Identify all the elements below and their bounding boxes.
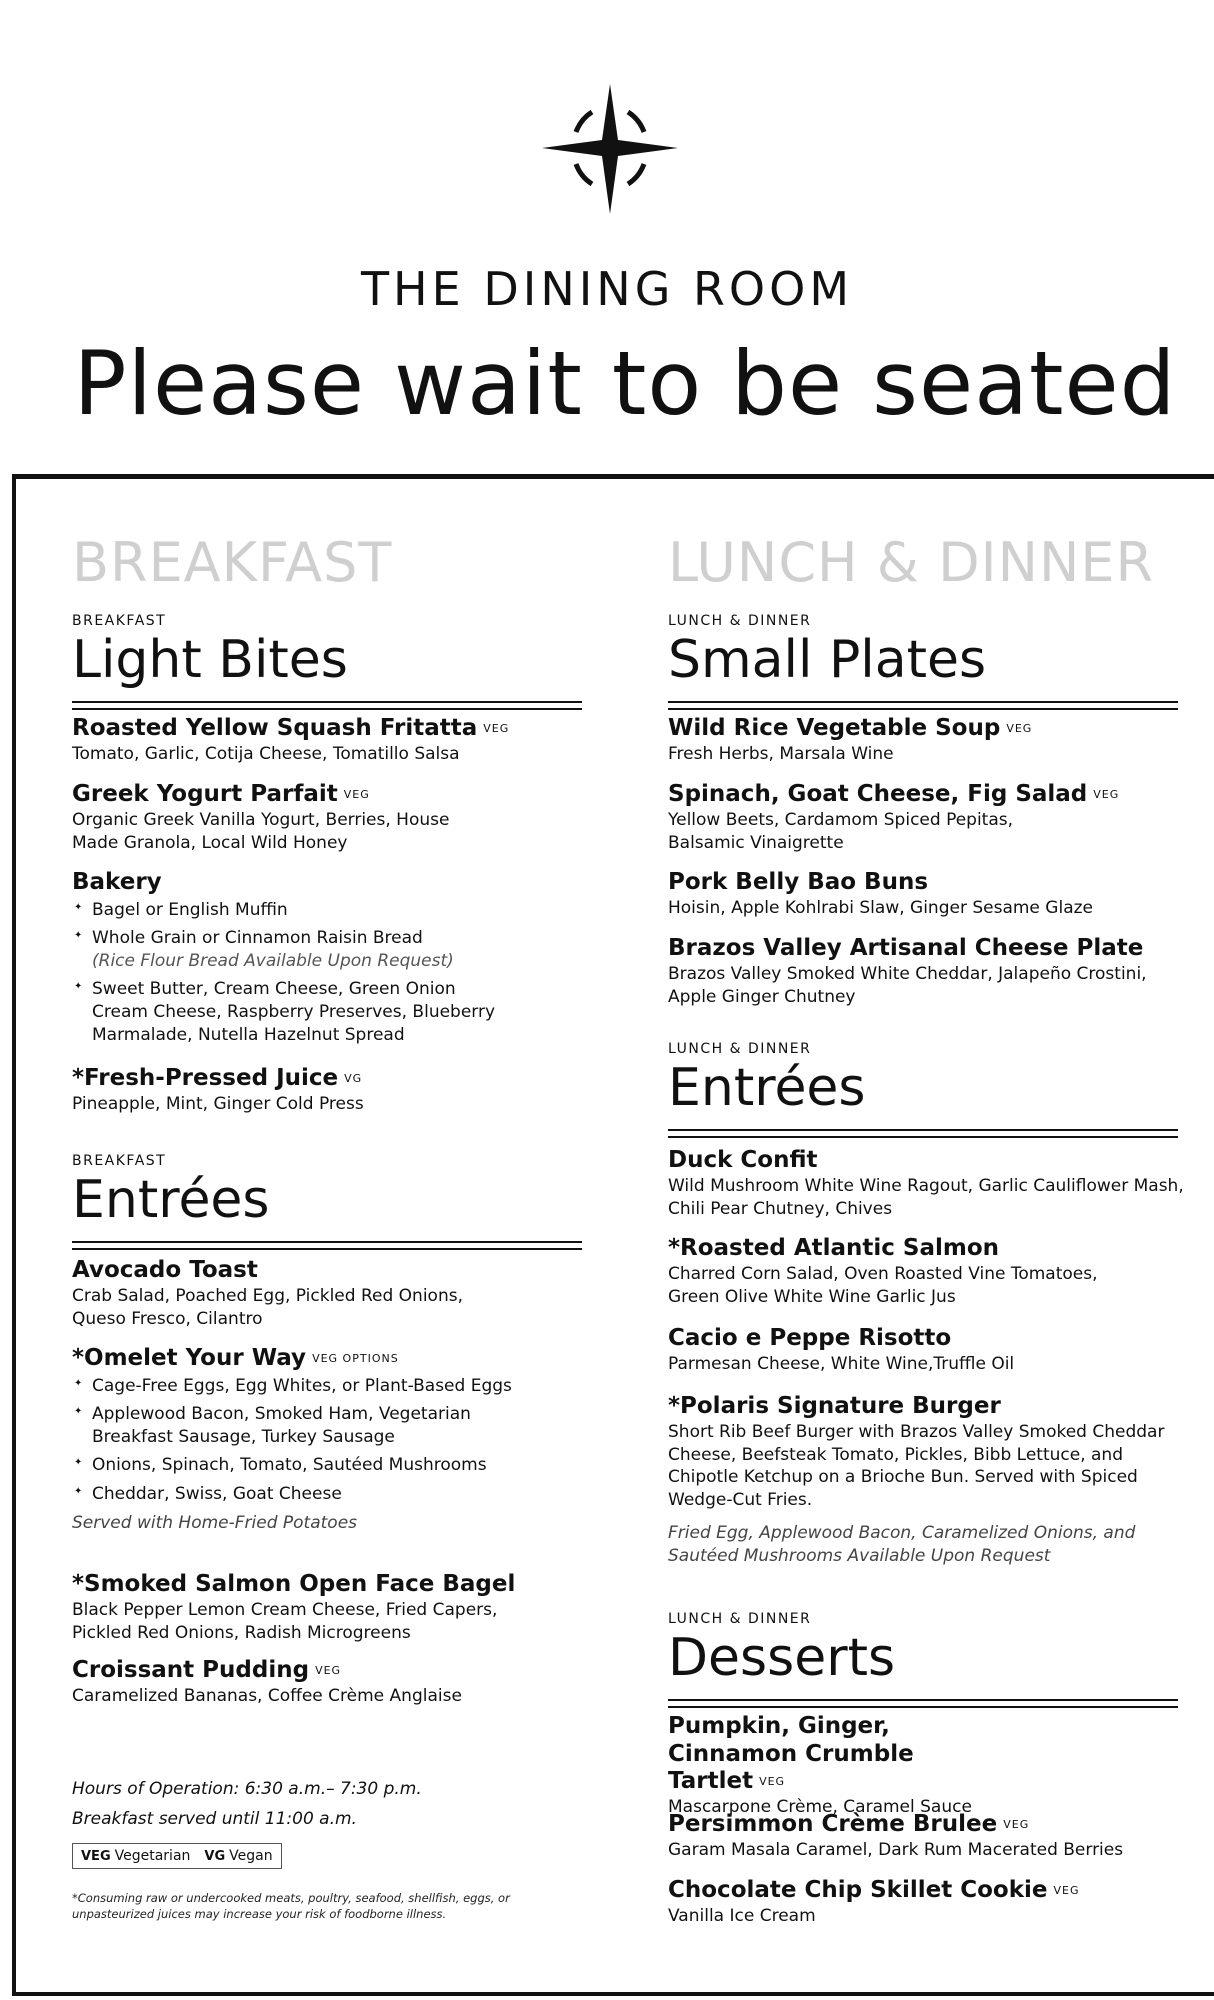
item-description: Garam Masala Caramel, Dark Rum Macerated Berries (668, 1839, 1124, 1860)
item-name: Duck Confit (668, 1147, 818, 1173)
section-kicker: LUNCH & DINNER (668, 1041, 812, 1057)
burger-addons-note: Fried Egg, Applewood Bacon, Caramelized Onions, and Sautéed Mushrooms Available Upon Request (668, 1523, 1136, 1567)
hours-of-operation: Hours of Operation: 6:30 a.m.– 7:30 p.m. (72, 1779, 422, 1799)
item-name: Persimmon Crème Brulee (668, 1811, 998, 1837)
item-name: Wild Rice Vegetable Soup (668, 715, 1001, 741)
breakfast-hours: Breakfast served until 11:00 a.m. (72, 1808, 357, 1829)
item-description: Organic Greek Vanilla Yogurt, Berries, House Made Granola, Local Wild Honey (72, 809, 450, 853)
item-name: *Fresh-Pressed Juice (72, 1065, 339, 1091)
section-title: Entrées (668, 1058, 866, 1118)
item-name: Greek Yogurt Parfait (72, 781, 338, 807)
lunch-dinner-column-title: LUNCH & DINNER (668, 531, 1154, 594)
menu-item (668, 781, 1198, 854)
item-name: *Polaris Signature Burger (668, 1393, 1001, 1419)
section-title: Desserts (668, 1628, 896, 1688)
option-bullet: ✦ Applewood Bacon, Smoked Ham, Vegetarian Breakfast Sausage, Turkey Sausage (72, 1403, 492, 1448)
menu-item (72, 1065, 582, 1116)
legend-code: VEG (81, 1849, 111, 1864)
section-divider (668, 1699, 1178, 1708)
menu-item (668, 1713, 1018, 1819)
item-description: Wild Mushroom White Wine Ragout, Garlic Cauliflower Mash, Chili Pear Chutney, Chives (668, 1175, 1184, 1219)
section-kicker: LUNCH & DINNER (668, 1611, 812, 1627)
menu-item (668, 1147, 1198, 1220)
light-bites-section (72, 613, 582, 710)
section-title: Entrées (72, 1170, 270, 1230)
item-name: Bakery (72, 869, 162, 895)
menu-item (668, 869, 1198, 920)
wait-notice: Please wait to be seated (73, 332, 1177, 435)
item-name: Chocolate Chip Skillet Cookie (668, 1877, 1048, 1903)
item-name: Avocado Toast (72, 1257, 258, 1283)
section-title: Light Bites (72, 630, 348, 690)
menu-item (72, 1657, 582, 1708)
legend-label: Vegan (229, 1848, 273, 1864)
diet-tag: VEG OPTIONS (312, 1351, 399, 1365)
item-description: Crab Salad, Poached Egg, Pickled Red Onions, Queso Fresco, Cilantro (72, 1285, 463, 1329)
item-name: *Omelet Your Way (72, 1345, 307, 1371)
bakery-options (72, 899, 582, 1047)
item-description: Mascarpone Crème, Caramel Sauce (668, 1796, 972, 1817)
item-description: Vanilla Ice Cream (668, 1905, 816, 1926)
diet-tag: VG (344, 1071, 363, 1085)
option-bullet: ✦ Onions, Spinach, Tomato, Sautéed Mushrooms (72, 1454, 582, 1477)
item-description: Short Rib Beef Burger with Brazos Valley Smoked Cheddar Cheese, Beefsteak Tomato, Pickles, Bibb Lettuce, and Chipotle Ketchup on a Brioche Bun. Served with Spiced Wedge-Cut Fries. (668, 1421, 1165, 1511)
item-name: Spinach, Goat Cheese, Fig Salad (668, 781, 1088, 807)
item-description: Yellow Beets, Cardamom Spiced Pepitas, Balsamic Vinaigrette (668, 809, 1014, 853)
menu-item (668, 1235, 1198, 1308)
item-description: Black Pepper Lemon Cream Cheese, Fried Capers, Pickled Red Onions, Radish Microgreens (72, 1599, 498, 1643)
section-divider (668, 1129, 1178, 1138)
item-description: Caramelized Bananas, Coffee Crème Anglaise (72, 1685, 462, 1706)
item-description: Tomato, Garlic, Cotija Cheese, Tomatillo Salsa (72, 743, 460, 764)
option-bullet: ✦ Bagel or English Muffin (72, 899, 582, 922)
item-name: *Smoked Salmon Open Face Bagel (72, 1571, 516, 1597)
legend-code: VG (204, 1849, 226, 1864)
item-name: Pumpkin, Ginger, Cinnamon Crumble Tartlet (668, 1713, 914, 1795)
item-description: Fresh Herbs, Marsala Wine (668, 743, 894, 764)
menu-item (72, 1257, 582, 1330)
menu-item (72, 781, 582, 854)
section-title: Small Plates (668, 630, 987, 690)
desserts-section (668, 1611, 1178, 1708)
diet-tag: VEG (343, 787, 370, 801)
legend-label: Vegetarian (114, 1848, 191, 1864)
bread-note: (Rice Flour Bread Available Upon Request) (92, 950, 454, 971)
omelet-options (72, 1375, 582, 1506)
diet-tag: VEG (759, 1775, 786, 1789)
venue-title: THE DINING ROOM (360, 262, 854, 316)
lunch-entrees-section (668, 1041, 1178, 1138)
item-name: Brazos Valley Artisanal Cheese Plate (668, 935, 1144, 961)
diet-legend (72, 1843, 282, 1869)
menu-item (72, 715, 582, 766)
item-name: Roasted Yellow Squash Fritatta (72, 715, 478, 741)
option-bullet: ✦ Cheddar, Swiss, Goat Cheese (72, 1483, 582, 1506)
menu-item (668, 1811, 1198, 1862)
section-kicker: LUNCH & DINNER (668, 613, 812, 629)
item-description: Brazos Valley Smoked White Cheddar, Jalapeño Crostini, Apple Ginger Chutney (668, 963, 1147, 1007)
item-name: Pork Belly Bao Buns (668, 869, 929, 895)
diet-tag: VEG (1053, 1883, 1080, 1897)
option-bullet: ✦ Cage-Free Eggs, Egg Whites, or Plant-Based Eggs (72, 1375, 582, 1398)
omelet-item (72, 1345, 582, 1535)
section-divider (668, 701, 1178, 710)
item-name: Croissant Pudding (72, 1657, 310, 1683)
diet-tag: VEG (1006, 721, 1033, 735)
menu-item (668, 1325, 1198, 1376)
diet-tag: VEG (315, 1663, 342, 1677)
menu-item (668, 1877, 1198, 1928)
diet-tag: VEG (483, 721, 510, 735)
section-divider (72, 701, 582, 710)
menu-item (668, 935, 1198, 1008)
item-description: Charred Corn Salad, Oven Roasted Vine Tomatoes, Green Olive White Wine Garlic Jus (668, 1263, 1098, 1307)
food-safety-disclaimer: *Consuming raw or undercooked meats, poultry, seafood, shellfish, eggs, or unpasteurized juices may increase your risk of foodborne illness. (72, 1891, 510, 1921)
item-description: Pineapple, Mint, Ginger Cold Press (72, 1093, 364, 1114)
menu-item (668, 1393, 1198, 1568)
menu-item (668, 715, 1198, 766)
item-name: Cacio e Peppe Risotto (668, 1325, 952, 1351)
serving-note: Served with Home-Fried Potatoes (72, 1512, 358, 1533)
compass-star-icon (540, 82, 680, 217)
menu-frame (12, 474, 1214, 1996)
option-bullet: ✦ Whole Grain or Cinnamon Raisin Bread (Rice Flour Bread Available Upon Request) (72, 927, 582, 972)
item-description: Parmesan Cheese, White Wine,Truffle Oil (668, 1353, 1015, 1374)
item-description: Hoisin, Apple Kohlrabi Slaw, Ginger Sesame Glaze (668, 897, 1093, 918)
item-name: *Roasted Atlantic Salmon (668, 1235, 1000, 1261)
section-kicker: BREAKFAST (72, 613, 167, 629)
section-kicker: BREAKFAST (72, 1153, 167, 1169)
section-divider (72, 1241, 582, 1250)
diet-tag: VEG (1003, 1817, 1030, 1831)
menu-header (0, 0, 1214, 470)
small-plates-section (668, 613, 1178, 710)
option-bullet: ✦ Sweet Butter, Cream Cheese, Green Onion Cream Cheese, Raspberry Preserves, Blueberry Marmalade, Nutella Hazelnut Spread (72, 978, 512, 1046)
breakfast-column-title: BREAKFAST (72, 531, 393, 594)
diet-tag: VEG (1093, 787, 1120, 801)
menu-item (72, 1571, 582, 1644)
bakery-item (72, 869, 582, 1052)
breakfast-entrees-section (72, 1153, 582, 1250)
hours-info (72, 1775, 422, 1835)
